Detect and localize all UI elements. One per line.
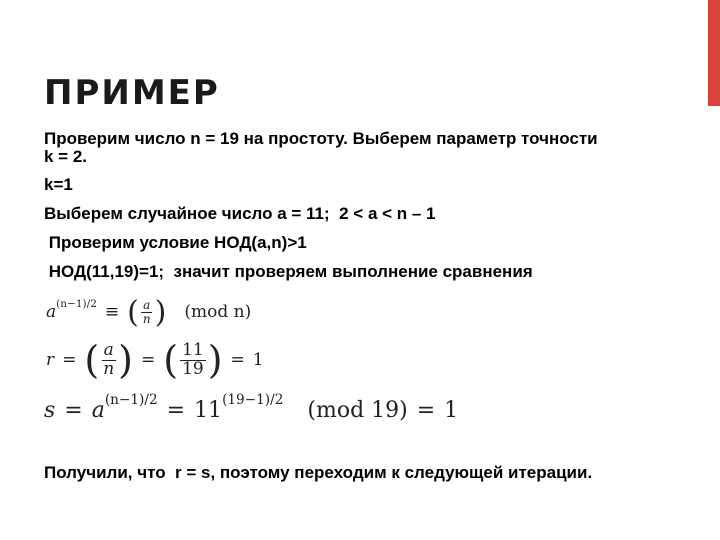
formula2-eq2: = [141, 350, 156, 370]
formula3-exponent2: (19−1)/2 [222, 391, 284, 408]
formula-euler-criterion [46, 292, 251, 332]
formula2-eq1: = [62, 350, 77, 370]
slide-title: ПРИМЕР [44, 73, 220, 113]
formula2-frac2 [180, 339, 206, 379]
formula2-paren2-close: ) [207, 338, 223, 382]
formula3-result: 1 [444, 397, 459, 423]
text-line-4: Выберем случайное число a = 11; 2 < a < n – 1 [44, 204, 436, 223]
formula1-paren-close: ) [154, 294, 167, 330]
formula1-jacobi-symbol [141, 299, 153, 325]
formula1-base: a [46, 302, 57, 322]
formula2-frac2-num: 11 [182, 339, 204, 360]
formula2-frac2-den: 19 [182, 358, 204, 379]
text-line-3: k=1 [44, 175, 73, 194]
formula-r [46, 336, 264, 384]
formula3-base2: 11 [194, 397, 223, 423]
formula1-exponent: (n−1)/2 [56, 298, 97, 311]
formula2-frac1-num: a [103, 339, 114, 360]
text-line-1: Проверим число n = 19 на простоту. Выберем параметр точности [44, 129, 598, 148]
formula1-frac-num: a [143, 297, 151, 312]
formula2-paren1-close: ) [118, 338, 133, 382]
formula2-paren2-open: ( [163, 338, 179, 382]
formula1-paren-open: ( [127, 294, 139, 330]
formula2-frac1 [101, 339, 116, 379]
accent-bar [708, 0, 720, 106]
formula3-eq3: = [416, 397, 436, 423]
text-line-5: Проверим условие НОД(a,n)>1 [44, 233, 307, 252]
formula2-eq3: = [230, 350, 245, 370]
formula1-modulus: (mod n) [184, 302, 252, 322]
formula-s [44, 390, 458, 430]
formula2-paren1-open: ( [84, 338, 100, 382]
formula1-relation: ≡ [104, 302, 120, 322]
formula3-modulus: (mod 19) [307, 397, 408, 423]
conclusion-text: Получили, что r = s, поэтому переходим к следующей итерации. [44, 463, 593, 482]
formula2-result: 1 [252, 350, 264, 370]
formula2-frac1-den: n [103, 358, 115, 379]
formula3-eq1: = [64, 397, 83, 423]
formula3-eq2: = [166, 397, 186, 423]
formula3-lhs: s [44, 397, 56, 423]
formula2-lhs: r [46, 350, 55, 370]
formula3-base: a [91, 397, 105, 423]
text-line-6: НОД(11,19)=1; значит проверяем выполнение сравнения [44, 262, 533, 281]
formula1-frac-den: n [142, 311, 151, 326]
formula3-exponent: (n−1)/2 [104, 391, 158, 408]
text-line-2: k = 2. [44, 147, 88, 166]
